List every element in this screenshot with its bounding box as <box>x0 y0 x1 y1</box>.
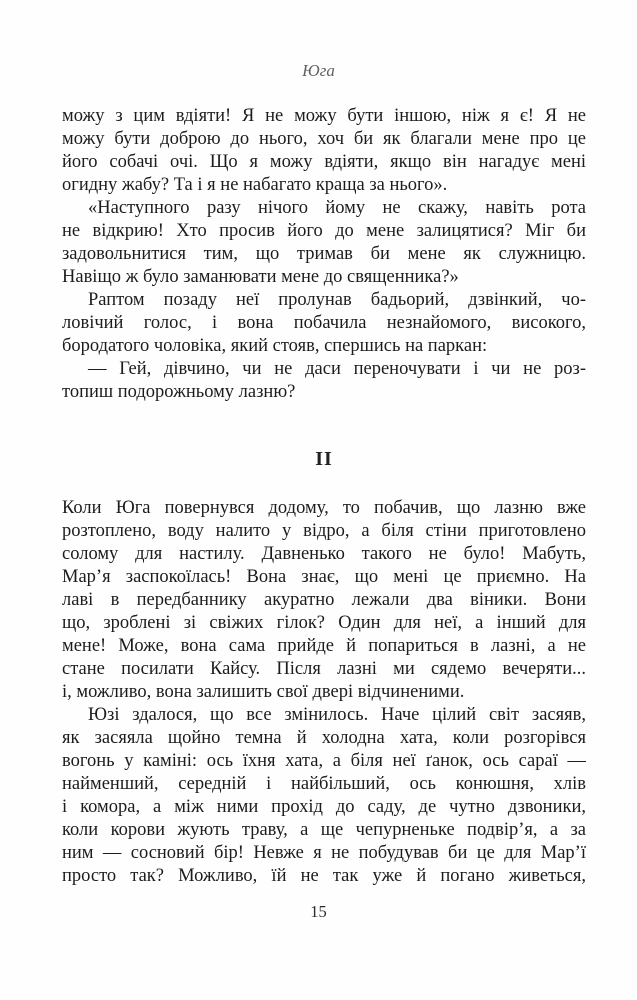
page-number: 15 <box>310 902 327 921</box>
text-line: задовольнитися тим, що тримав би мене як служницю. <box>62 244 586 264</box>
text-line: що, зроблені зі свіжих гілок? Один для неї, а інший для <box>62 613 586 633</box>
text-line: бородатого чоловіка, який стояв, спершись на паркан: <box>62 336 488 356</box>
paragraph <box>62 358 586 404</box>
text-line: ним — сосновий бір! Невже я не побудував би це для Мар’ї <box>62 843 586 863</box>
text-line: найменший, середній і найбільший, ось конюшня, хлів <box>62 774 586 794</box>
text-line: коли корови жують траву, а ще чепурненьке подвір’я, а за <box>62 820 586 840</box>
text-line: Раптом позаду неї пролунав бадьорий, дзвінкий, чо- <box>88 290 586 310</box>
page-body <box>62 105 586 888</box>
text-line: і комора, а між ними прохід до саду, де чутно дзвоники, <box>62 797 586 817</box>
running-header: Юга <box>302 61 335 80</box>
text-line: Юзі здалося, що все змінилось. Наче цілий світ засяяв, <box>88 705 586 725</box>
text-line: огидну жабу? Та і я не набагато краща за нього». <box>62 175 448 195</box>
paragraph <box>62 497 586 704</box>
text-line: розтоплено, воду налито у відро, а біля стіни приготовлено <box>62 521 586 541</box>
text-line: ловічий голос, і вона побачила незнайомого, високого, <box>62 313 586 333</box>
text-line: і, можливо, вона залишить свої двері відчиненими. <box>62 682 465 702</box>
text-line: не відкрию! Хто просив його до мене залицятися? Міг би <box>62 221 586 241</box>
text-line: його собачі очі. Що я можу вдіяти, якщо він нагадує мені <box>62 152 586 172</box>
text-line: вогонь у каміні: ось їхня хата, а біля неї ґанок, ось сараї — <box>62 751 586 771</box>
text-line: можу бути доброю до нього, хоч би як благали мене про це <box>62 129 586 149</box>
text-line: — Гей, дівчино, чи не даси переночувати і чи не роз- <box>88 359 586 379</box>
text-line: як засяяла щойно темна й холодна хата, коли розгорівся <box>62 728 586 748</box>
text-line: топиш подорожньому лазню? <box>62 382 296 402</box>
paragraph <box>62 704 586 888</box>
text-line: Мар’я заспокоїлась! Вона знає, що мені це приємно. На <box>62 567 586 587</box>
paragraph <box>62 289 586 358</box>
text-line: просто так? Можливо, їй не так уже й погано живеться, <box>62 866 586 886</box>
text-line: мене! Може, вона сама прийде й попариться в лазні, а не <box>62 636 586 656</box>
text-line: лаві в передбаннику акуратно лежали два віники. Вони <box>62 590 586 610</box>
text-line: солому для настилу. Давненько такого не було! Мабуть, <box>62 544 586 564</box>
text-line: стане посилати Кайсу. Після лазні ми сядемо вечеряти... <box>62 659 586 679</box>
text-line: Коли Юга повернувся додому, то побачив, що лазню вже <box>62 498 586 518</box>
text-line: можу з цим вдіяти! Я не можу бути іншою, ніж я є! Я не <box>62 106 586 126</box>
chapter-heading: II <box>315 448 333 470</box>
text-line: Навіщо ж було заманювати мене до священника?» <box>62 267 459 287</box>
text-line: «Наступного разу нічого йому не скажу, навіть рота <box>88 198 586 218</box>
paragraph <box>62 197 586 289</box>
paragraph <box>62 105 586 197</box>
